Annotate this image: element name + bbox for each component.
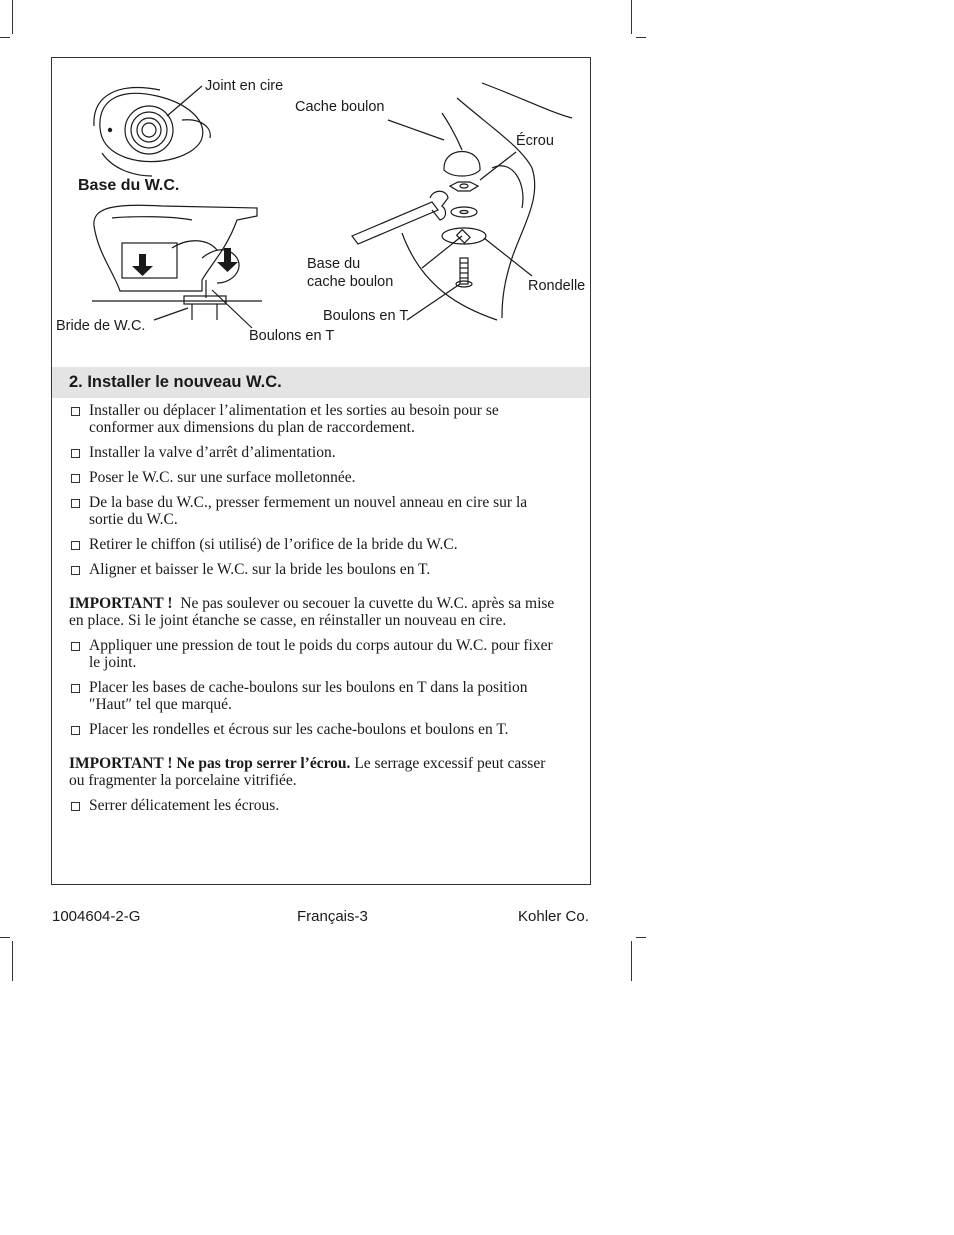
- footer-company: Kohler Co.: [518, 908, 589, 925]
- label-wax-seal: Joint en cire: [205, 78, 284, 94]
- crop-mark: [0, 37, 10, 38]
- instruction-item: [69, 637, 559, 671]
- important-text: Le serrage excessif peut casser ou fragmenter la porcelaine vitrifiée.: [69, 755, 546, 789]
- checkbox-square-icon: [71, 802, 80, 811]
- label-bolt-cap-base: Base du cache boulon: [307, 256, 394, 290]
- instruction-text: Placer les bases de cache-boulons sur les boulons en T dans la position ″Haut″ tel que marqué.: [89, 679, 528, 713]
- checkbox-square-icon: [71, 541, 80, 550]
- instruction-item: [69, 679, 559, 713]
- instruction-list-a: [69, 402, 559, 578]
- important-label: IMPORTANT !: [69, 595, 173, 612]
- instruction-text: Appliquer une pression de tout le poids du corps autour du W.C. pour fixer le joint.: [89, 637, 553, 671]
- checkbox-square-icon: [71, 684, 80, 693]
- checkbox-square-icon: [71, 566, 80, 575]
- crop-mark: [631, 0, 632, 34]
- section-title: 2. Installer le nouveau W.C.: [52, 367, 590, 398]
- instruction-text: Aligner et baisser le W.C. sur la bride les boulons en T.: [89, 561, 431, 578]
- checkbox-square-icon: [71, 642, 80, 651]
- label-toilet-base: Base du W.C.: [78, 177, 180, 194]
- instruction-item: [69, 469, 559, 486]
- checkbox-square-icon: [71, 474, 80, 483]
- label-washer: Rondelle: [528, 278, 586, 294]
- label-nut: Écrou: [516, 133, 554, 149]
- instruction-item: [69, 536, 559, 553]
- important-note-1: [69, 595, 559, 629]
- label-closet-flange: Bride de W.C.: [56, 318, 146, 334]
- instruction-item: [69, 797, 559, 814]
- instruction-text: Retirer le chiffon (si utilisé) de l’orifice de la bride du W.C.: [89, 536, 458, 553]
- important-text: Ne pas soulever ou secouer la cuvette du W.C. après sa mise en place. Si le joint étanche se casse, en réinstaller un nouveau en cire.: [69, 595, 555, 629]
- crop-mark: [12, 941, 13, 981]
- instruction-text: Poser le W.C. sur une surface molletonnée.: [89, 469, 356, 486]
- toilet-sideview: [92, 205, 262, 328]
- instruction-item: [69, 721, 559, 738]
- instruction-list-c: [69, 797, 559, 814]
- instruction-item: [69, 444, 559, 461]
- instruction-text: De la base du W.C., presser fermement un nouvel anneau en cire sur la sortie du W.C.: [89, 494, 528, 528]
- instruction-list-b: [69, 637, 559, 738]
- label-bolt-cap: Cache boulon: [295, 99, 385, 115]
- crop-mark: [636, 937, 646, 938]
- checkbox-square-icon: [71, 407, 80, 416]
- checkbox-square-icon: [71, 499, 80, 508]
- instruction-text: Installer la valve d’arrêt d’alimentation.: [89, 444, 336, 461]
- crop-mark: [12, 0, 13, 34]
- crop-mark: [636, 37, 646, 38]
- instruction-item: [69, 561, 559, 578]
- instruction-text: Placer les rondelles et écrous sur les cache-boulons et boulons en T.: [89, 721, 509, 738]
- instruction-text: Installer ou déplacer l’alimentation et les sorties au besoin pour se conformer aux dimensions du plan de raccordement.: [89, 402, 499, 436]
- label-t-bolts-right: Boulons en T: [323, 308, 409, 324]
- instruction-text: Serrer délicatement les écrous.: [89, 797, 280, 814]
- important-note-2: [69, 755, 559, 789]
- crop-mark: [631, 941, 632, 981]
- checkbox-square-icon: [71, 449, 80, 458]
- important-label: IMPORTANT ! Ne pas trop serrer l’écrou.: [69, 755, 351, 772]
- instructions-content: [69, 402, 559, 822]
- instruction-panel: [51, 57, 591, 885]
- down-arrows: [132, 248, 238, 276]
- instruction-item: [69, 402, 559, 436]
- label-t-bolts-left: Boulons en T: [249, 328, 335, 344]
- footer-doc-number: 1004604-2-G: [52, 908, 141, 925]
- toilet-base-topview: [94, 86, 210, 176]
- checkbox-square-icon: [71, 726, 80, 735]
- crop-mark: [0, 937, 10, 938]
- instruction-item: [69, 494, 559, 528]
- footer-page-number: Français-3: [297, 908, 368, 925]
